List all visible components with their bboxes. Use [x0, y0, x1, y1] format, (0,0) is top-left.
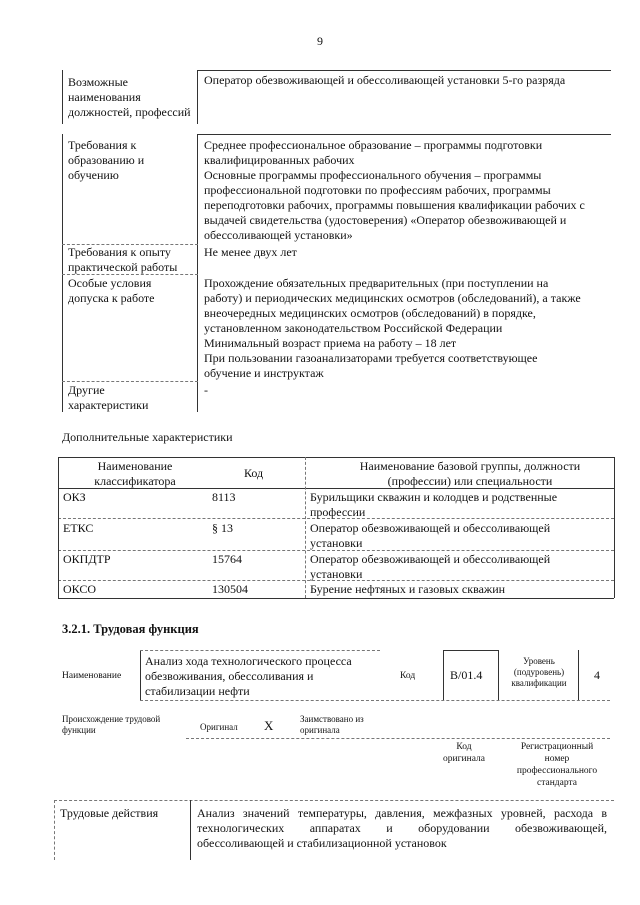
- info-value-education: Среднее профессиональное образование – программы подготовки квалифицированных рабочих Основные программы профессионального обучения – программы профессиональной подготовки по профессиям рабочих, программы переподготовки рабочих, программы повышения квалификации рабочих с выдачей свидетельства (удостоверения) «Оператор обезвоживающей и обессоливающей установки»: [204, 138, 585, 242]
- classifier-okso: ОКСО: [63, 582, 97, 596]
- info-table-divider: [197, 70, 198, 124]
- function-code-label: Код: [400, 671, 416, 681]
- info-label-experience: Требования к опыту практической работы: [68, 245, 178, 274]
- function-code-box-right: [498, 650, 499, 700]
- original-code-label: Код оригинала: [443, 742, 485, 764]
- additional-top-rule: [58, 457, 614, 458]
- additional-title: Дополнительные характеристики: [62, 430, 233, 444]
- registration-number-label: Регистрационный номер профессионального стандарта: [516, 742, 598, 788]
- info-value-possible-names: Оператор обезвоживающей и обессоливающей установки 5-го разряда: [204, 73, 566, 87]
- info-table-top-rule: [197, 70, 611, 71]
- header-group-name: Наименование базовой группы, должности (профессии) или специальности: [359, 459, 581, 488]
- code-okso: 130504: [212, 582, 248, 596]
- function-name-box-bottom: [140, 700, 610, 701]
- page-number: 9: [317, 34, 323, 48]
- additional-right-border: [614, 457, 615, 598]
- info-table-rule-5: [62, 381, 198, 382]
- info-label-education: Требования к образованию и обучению: [68, 138, 145, 182]
- function-name-label: Наименование: [62, 671, 122, 681]
- actions-value: Анализ значений температуры, давления, межфазных уровней, расхода в технологических аппаратах и оборудовании обезвоживающей, обессоливающей и стабилизационной установок: [197, 806, 607, 850]
- info-value-experience: Не менее двух лет: [204, 245, 297, 259]
- name-okz: Бурильщики скважин и колодцев и родственные профессии: [310, 490, 558, 519]
- header-code: Код: [244, 466, 264, 480]
- actions-label: Трудовые действия: [60, 806, 159, 820]
- info-value-admission: Прохождение обязательных предварительных (при поступлении на работу) и периодических медицинских осмотров (обследований), а также внеочередных медицинских осмотров (обследований) в порядке, установленном законодательством Российской Федерации Минимальный возраст приема на работу – 18 лет При пользовании газоанализаторами требуется соответствующее обучение и инструктаж: [204, 276, 581, 380]
- original-mark: X: [264, 718, 274, 733]
- function-level-box-left: [578, 650, 579, 700]
- function-title: 3.2.1. Трудовая функция: [62, 622, 199, 636]
- classifier-okz: ОКЗ: [63, 490, 86, 504]
- function-level-value: 4: [594, 668, 600, 682]
- name-etks: Оператор обезвоживающей и обессоливающей установки: [310, 521, 551, 550]
- info-label-possible-names: Возможные наименования должностей, профессий: [68, 75, 191, 119]
- name-okpdtr: Оператор обезвоживающей и обессоливающей установки: [310, 552, 551, 581]
- code-etks: § 13: [212, 521, 233, 535]
- info-label-other: Другие характеристики: [68, 383, 149, 412]
- info-table-rule-2: [197, 134, 611, 135]
- info-table-divider-2: [197, 134, 198, 412]
- classifier-okpdtr: ОКПДТР: [63, 552, 111, 566]
- origin-row-rule: [186, 738, 610, 739]
- info-value-other: -: [204, 383, 208, 397]
- function-name-box-left: [140, 650, 141, 700]
- additional-left-border: [58, 457, 59, 598]
- function-code-box-top: [443, 650, 498, 651]
- actions-top-rule: [54, 800, 614, 801]
- actions-left-border: [54, 800, 55, 860]
- original-label: Оригинал: [200, 722, 238, 732]
- code-okz: 8113: [212, 490, 236, 504]
- borrowed-label: Заимствовано из оригинала: [300, 714, 364, 735]
- function-code-value: B/01.4: [450, 668, 483, 682]
- info-table-left-border: [62, 70, 63, 124]
- function-code-box-left: [443, 650, 444, 700]
- function-name-value: Анализ хода технологического процесса обезвоживания, обессоливания и стабилизации нефти: [145, 654, 352, 698]
- classifier-etks: ЕТКС: [63, 521, 94, 535]
- function-name-box-top: [140, 650, 380, 651]
- info-table-left-border-2: [62, 134, 63, 412]
- additional-col-divider: [305, 457, 306, 598]
- actions-divider: [190, 800, 191, 860]
- info-label-admission: Особые условия допуска к работе: [68, 276, 155, 305]
- name-okso: Бурение нефтяных и газовых скважин: [310, 582, 506, 596]
- header-classifier: Наименование классификатора: [94, 459, 176, 488]
- origin-label: Происхождение трудовой функции: [62, 714, 161, 735]
- function-level-label: Уровень (подуровень) квалификации: [511, 656, 567, 688]
- additional-bottom-rule: [58, 598, 614, 599]
- code-okpdtr: 15764: [212, 552, 242, 566]
